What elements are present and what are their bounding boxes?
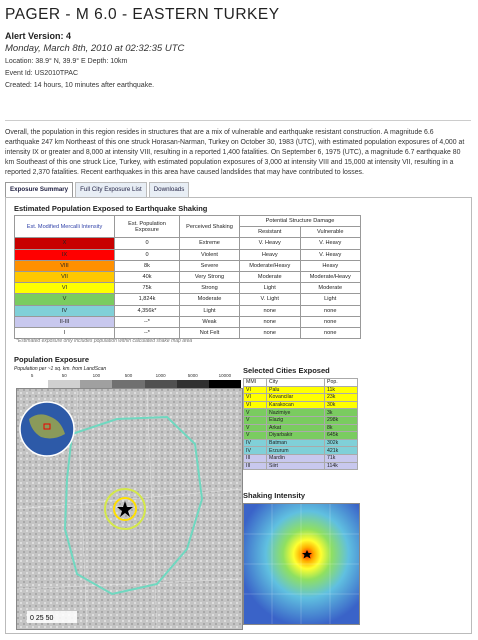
city-population: 114k — [325, 462, 358, 470]
legend-swatch — [48, 380, 80, 388]
exposure-row — [15, 271, 361, 282]
tab-bar — [5, 182, 189, 197]
city-mmi: V — [244, 432, 267, 440]
shaking-map-svg — [244, 504, 359, 624]
cities-header-mmi: MMI — [244, 379, 267, 387]
exposure-mmi: IV — [15, 305, 115, 316]
exposure-vulnerable: Heavy — [300, 260, 361, 271]
exposure-resistant: Moderate — [240, 271, 301, 282]
exposure-population: 0 — [115, 249, 180, 260]
city-mmi: IV — [244, 447, 267, 455]
exposure-vulnerable: V. Heavy — [300, 238, 361, 249]
exposure-population: 40k — [115, 271, 180, 282]
city-name: Mardin — [267, 454, 325, 462]
header-damage: Potential Structure Damage — [240, 216, 361, 227]
city-population: 8k — [325, 424, 358, 432]
summary-text: Overall, the population in this region resides in structures that are a mix of vulnerable and earthquake resistant construction. A magnitude 6.6 earthquake 247 km Northeast of this one struck Horasan-Narman, Turkey on October 30, 1983 (UTC), with estimated population exposures of 4,000 at intensity IX or greater and 8,000 at intensity VIII, resulting in a reported 1,400 fatalities. On September 6, 1975 (UTC), a magnitude 6.7 earthquake 80 km Southeast of this one struck Lice, Turkey, with estimated population exposures of 3,000 at intensity VIII and 15,000 at intensity VII, resulting in a reported 2,370 fatalities. Recent earthquakes in this area have caused landslides that may have contributed to losses. — [5, 129, 465, 176]
city-mmi: V — [244, 416, 267, 424]
cities-header-city: City — [267, 379, 325, 387]
city-name: Karakocan — [267, 401, 325, 409]
city-population: 421k — [325, 447, 358, 455]
city-row — [244, 416, 358, 424]
population-map[interactable] — [16, 388, 243, 630]
exposure-vulnerable: Light — [300, 294, 361, 305]
exposure-population: 1,824k — [115, 294, 180, 305]
page-title: PAGER - M 6.0 - EASTERN TURKEY — [5, 6, 280, 23]
city-mmi: IV — [244, 439, 267, 447]
city-row — [244, 409, 358, 417]
exposure-mmi: I — [15, 327, 115, 338]
exposure-title: Estimated Population Exposed to Earthquake Shaking — [14, 204, 208, 213]
city-population: 302k — [325, 439, 358, 447]
created-time: Created: 14 hours, 10 minutes after earthquake. — [5, 82, 155, 89]
exposure-mmi: VI — [15, 283, 115, 294]
event-id: Event Id: US2010TPAC — [5, 70, 79, 77]
city-population: 30k — [325, 401, 358, 409]
city-name: Arkat — [267, 424, 325, 432]
legend-swatch — [112, 380, 144, 388]
city-name: Erzurum — [267, 447, 325, 455]
exposure-row — [15, 260, 361, 271]
city-row — [244, 462, 358, 470]
tab-full-city-list[interactable]: Full City Exposure List — [75, 182, 147, 197]
exposure-resistant: Moderate/Heavy — [240, 260, 301, 271]
city-name: Nazimiye — [267, 409, 325, 417]
exposure-resistant: none — [240, 327, 301, 338]
city-row — [244, 454, 358, 462]
exposure-mmi: IX — [15, 249, 115, 260]
event-location: Location: 38.9° N, 39.9° E Depth: 10km — [5, 58, 128, 65]
exposure-mmi: VII — [15, 271, 115, 282]
legend-label: 100 — [92, 373, 101, 378]
population-subtitle: Population per ~1 sq. km. from LandScan — [14, 366, 107, 372]
city-population: 3k — [325, 409, 358, 417]
exposure-resistant: V. Light — [240, 294, 301, 305]
header-resistant: Resistant — [240, 227, 301, 238]
city-name: Elazig — [267, 416, 325, 424]
exposure-mmi: V — [15, 294, 115, 305]
exposure-resistant: none — [240, 305, 301, 316]
city-row — [244, 424, 358, 432]
exposure-shaking: Violent — [180, 249, 240, 260]
legend-label: 10000 — [218, 373, 232, 378]
exposure-row — [15, 294, 361, 305]
exposure-panel — [5, 197, 472, 634]
city-name: Kovancilar — [267, 394, 325, 402]
city-population: 645k — [325, 432, 358, 440]
legend-bar — [16, 380, 241, 388]
exposure-population: 8k — [115, 260, 180, 271]
exposure-shaking: Weak — [180, 316, 240, 327]
exposure-mmi: II-III — [15, 316, 115, 327]
exposure-table — [14, 215, 361, 339]
header-vulnerable: Vulnerable — [300, 227, 361, 238]
cities-header-pop: Pop. — [325, 379, 358, 387]
exposure-shaking: Strong — [180, 283, 240, 294]
legend-label: 5000 — [187, 373, 198, 378]
shaking-map[interactable] — [243, 503, 360, 625]
exposure-resistant: none — [240, 316, 301, 327]
exposure-row — [15, 283, 361, 294]
exposure-shaking: Extreme — [180, 238, 240, 249]
divider — [5, 120, 471, 121]
exposure-footnote: *Estimated exposure only includes population within calculated shake map area — [16, 338, 193, 344]
city-row — [244, 394, 358, 402]
exposure-shaking: Severe — [180, 260, 240, 271]
exposure-mmi: X — [15, 238, 115, 249]
city-row — [244, 386, 358, 394]
exposure-population: 0 — [115, 238, 180, 249]
city-population: 23k — [325, 394, 358, 402]
exposure-row — [15, 249, 361, 260]
header-shaking: Perceived Shaking — [180, 216, 240, 238]
exposure-row — [15, 305, 361, 316]
exposure-row — [15, 327, 361, 338]
exposure-shaking: Light — [180, 305, 240, 316]
legend-label: 50 — [61, 373, 67, 378]
city-row — [244, 447, 358, 455]
exposure-population: 75k — [115, 283, 180, 294]
exposure-shaking: Not Felt — [180, 327, 240, 338]
exposure-vulnerable: none — [300, 327, 361, 338]
city-name: Diyarbakir — [267, 432, 325, 440]
tab-downloads[interactable]: Downloads — [149, 182, 190, 197]
city-name: Batman — [267, 439, 325, 447]
exposure-resistant: Heavy — [240, 249, 301, 260]
exposure-vulnerable: none — [300, 305, 361, 316]
exposure-vulnerable: none — [300, 316, 361, 327]
city-name: Palu — [267, 386, 325, 394]
tab-exposure-summary[interactable]: Exposure Summary — [5, 182, 73, 197]
city-mmi: VI — [244, 394, 267, 402]
exposure-resistant: V. Heavy — [240, 238, 301, 249]
exposure-vulnerable: Moderate/Heavy — [300, 271, 361, 282]
exposure-row — [15, 316, 361, 327]
city-population: 11k — [325, 386, 358, 394]
exposure-population: 4,356k* — [115, 305, 180, 316]
exposure-vulnerable: V. Heavy — [300, 249, 361, 260]
exposure-shaking: Moderate — [180, 294, 240, 305]
header-population: Est. Population Exposure — [115, 216, 180, 238]
cities-table — [243, 378, 358, 470]
city-mmi: VI — [244, 386, 267, 394]
shaking-title: Shaking Intensity — [243, 491, 306, 500]
city-mmi: V — [244, 424, 267, 432]
scale-text: 0 25 50 — [30, 615, 54, 622]
header-mmi: Est. Modified Mercalli Intensity — [15, 216, 115, 238]
exposure-vulnerable: Moderate — [300, 283, 361, 294]
city-row — [244, 401, 358, 409]
city-mmi: VI — [244, 401, 267, 409]
legend-label: 500 — [124, 373, 133, 378]
legend-label: 5 — [30, 373, 34, 378]
legend-swatch — [177, 380, 209, 388]
exposure-shaking: Very Strong — [180, 271, 240, 282]
exposure-population: --* — [115, 327, 180, 338]
exposure-row — [15, 238, 361, 249]
alert-version: Alert Version: 4 — [5, 31, 72, 41]
legend-swatch — [145, 380, 177, 388]
exposure-mmi: VIII — [15, 260, 115, 271]
city-population: 71k — [325, 454, 358, 462]
city-row — [244, 439, 358, 447]
event-datetime: Monday, March 8th, 2010 at 02:32:35 UTC — [5, 43, 185, 54]
legend-labels — [16, 373, 241, 378]
city-mmi: III — [244, 462, 267, 470]
legend-swatch — [209, 380, 241, 388]
legend-label: 1000 — [155, 373, 166, 378]
cities-title: Selected Cities Exposed — [243, 366, 330, 375]
exposure-resistant: Light — [240, 283, 301, 294]
city-row — [244, 432, 358, 440]
city-population: 298k — [325, 416, 358, 424]
legend-swatch — [80, 380, 112, 388]
exposure-population: --* — [115, 316, 180, 327]
city-name: Siirt — [267, 462, 325, 470]
city-mmi: III — [244, 454, 267, 462]
city-mmi: V — [244, 409, 267, 417]
population-map-svg — [17, 389, 242, 629]
legend-swatch — [16, 380, 48, 388]
population-title: Population Exposure — [14, 355, 90, 364]
